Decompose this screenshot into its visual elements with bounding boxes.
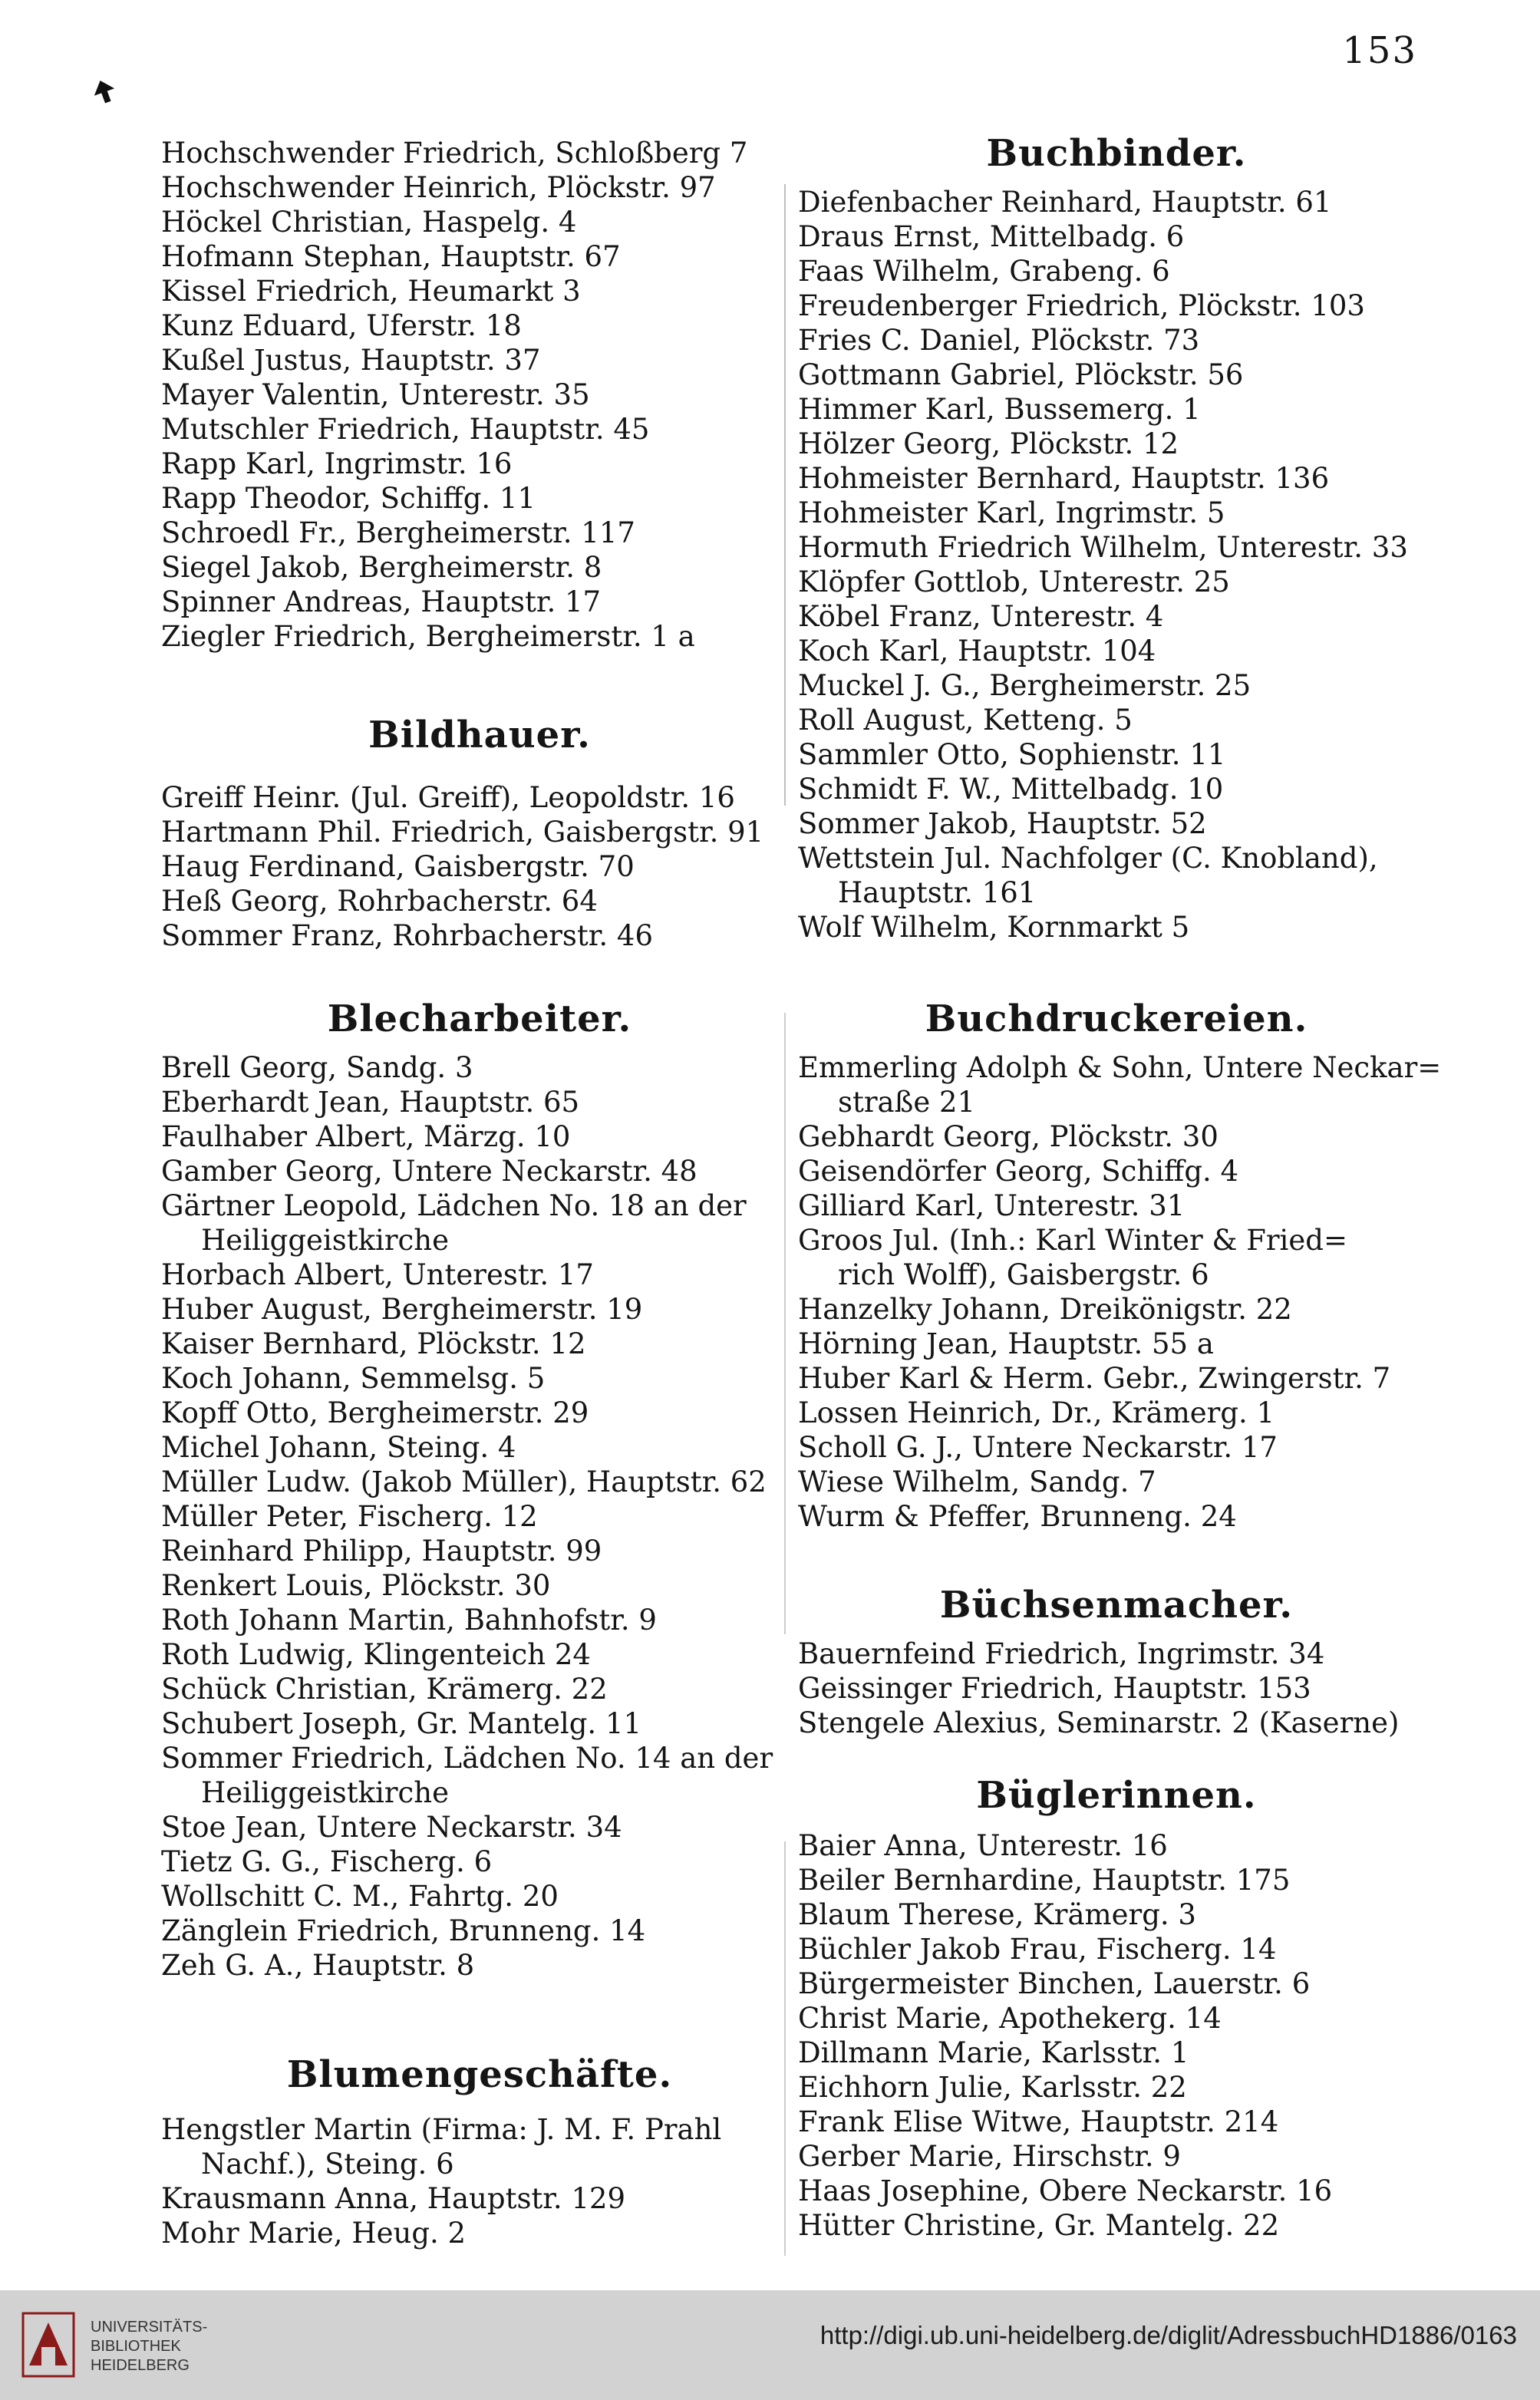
library-name-line: BIBLIOTHEK — [91, 2338, 181, 2355]
list-item: Eberhardt Jean, Hauptstr. 65 — [161, 1086, 580, 1119]
section-heading-blecharbeiter: Blecharbeiter. — [327, 997, 632, 1040]
list-item: Wiese Wilhelm, Sandg. 7 — [798, 1465, 1156, 1498]
list-item: Fries C. Daniel, Plöckstr. 73 — [798, 324, 1200, 357]
list-item: Kußel Justus, Hauptstr. 37 — [161, 344, 541, 377]
list-item: Mutschler Friedrich, Hauptstr. 45 — [161, 413, 650, 446]
list-item: Wettstein Jul. Nachfolger (C. Knobland), — [798, 842, 1378, 875]
list-item: Kaiser Bernhard, Plöckstr. 12 — [161, 1327, 586, 1360]
list-item: Huber August, Bergheimerstr. 19 — [161, 1293, 643, 1326]
list-item: Diefenbacher Reinhard, Hauptstr. 61 — [798, 186, 1332, 219]
list-item: Koch Johann, Semmelsg. 5 — [161, 1362, 546, 1395]
list-item: Tietz G. G., Fischerg. 6 — [161, 1845, 493, 1878]
list-item: Greiff Heinr. (Jul. Greiff), Leopoldstr. 16 — [161, 781, 735, 814]
list-item: Horbach Albert, Unterestr. 17 — [161, 1258, 594, 1291]
list-item: Haug Ferdinand, Gaisbergstr. 70 — [161, 850, 635, 883]
list-item: Gärtner Leopold, Lädchen No. 18 an der — [161, 1189, 747, 1222]
list-item-continuation: Hauptstr. 161 — [838, 876, 1037, 909]
list-item: Hanzelky Johann, Dreikönigstr. 22 — [798, 1293, 1292, 1326]
list-item: Sommer Jakob, Hauptstr. 52 — [798, 807, 1207, 840]
list-item: Faas Wilhelm, Grabeng. 6 — [798, 255, 1170, 288]
list-item: Mayer Valentin, Unterestr. 35 — [161, 378, 590, 411]
list-item: Heß Georg, Rohrbacherstr. 64 — [161, 885, 598, 918]
list-item: Lossen Heinrich, Dr., Krämerg. 1 — [798, 1396, 1275, 1429]
list-item: Scholl G. J., Untere Neckarstr. 17 — [798, 1431, 1278, 1464]
list-item-continuation: rich Wolff), Gaisbergstr. 6 — [838, 1258, 1209, 1291]
list-item-continuation: Heiliggeistkirche — [201, 1224, 450, 1257]
list-item: Renkert Louis, Plöckstr. 30 — [161, 1569, 551, 1602]
list-item: Gilliard Karl, Unterestr. 31 — [798, 1189, 1186, 1222]
list-item: Blaum Therese, Krämerg. 3 — [798, 1898, 1196, 1931]
library-logo-icon — [21, 2312, 75, 2378]
list-item: Zänglein Friedrich, Brunneng. 14 — [161, 1914, 646, 1947]
list-item: Müller Peter, Fischerg. 12 — [161, 1500, 538, 1533]
corner-mark-icon — [89, 77, 120, 107]
library-name — [91, 2318, 207, 2375]
list-item: Bürgermeister Binchen, Lauerstr. 6 — [798, 1967, 1311, 2000]
section-heading-blumengeschaefte: Blumengeschäfte. — [286, 2053, 673, 2096]
list-item: Mohr Marie, Heug. 2 — [161, 2217, 467, 2250]
library-name-line: UNIVERSITÄTS- — [91, 2319, 208, 2336]
list-item: Geisendörfer Georg, Schiffg. 4 — [798, 1155, 1239, 1188]
list-item: Schück Christian, Krämerg. 22 — [161, 1673, 608, 1706]
list-item: Hochschwender Heinrich, Plöckstr. 97 — [161, 171, 716, 204]
list-item: Klöpfer Gottlob, Unterestr. 25 — [798, 565, 1230, 598]
list-item: Koch Karl, Hauptstr. 104 — [798, 635, 1156, 668]
list-item: Kunz Eduard, Uferstr. 18 — [161, 309, 522, 342]
list-item: Wollschitt C. M., Fahrtg. 20 — [161, 1880, 559, 1913]
list-item: Eichhorn Julie, Karlsstr. 22 — [798, 2071, 1187, 2104]
list-item: Geissinger Friedrich, Hauptstr. 153 — [798, 1672, 1311, 1705]
list-item: Hofmann Stephan, Hauptstr. 67 — [161, 240, 621, 273]
list-item: Hörning Jean, Hauptstr. 55 a — [798, 1327, 1214, 1360]
list-item-continuation: straße 21 — [838, 1086, 976, 1119]
list-item: Hengstler Martin (Firma: J. M. F. Prahl — [161, 2113, 722, 2146]
list-item: Roth Johann Martin, Bahnhofstr. 9 — [161, 1604, 657, 1637]
list-item: Wurm & Pfeffer, Brunneng. 24 — [798, 1500, 1237, 1533]
list-item: Beiler Bernhardine, Hauptstr. 175 — [798, 1864, 1291, 1897]
list-item: Hölzer Georg, Plöckstr. 12 — [798, 427, 1179, 460]
list-item: Schubert Joseph, Gr. Mantelg. 11 — [161, 1707, 642, 1740]
list-item: Hochschwender Friedrich, Schloßberg 7 — [161, 137, 748, 170]
footer-bar — [0, 2290, 1540, 2400]
list-item: Krausmann Anna, Hauptstr. 129 — [161, 2182, 626, 2215]
list-item: Höckel Christian, Haspelg. 4 — [161, 206, 577, 239]
list-item: Sommer Franz, Rohrbacherstr. 46 — [161, 919, 654, 952]
list-item: Ziegler Friedrich, Bergheimerstr. 1 a — [161, 620, 695, 653]
list-item: Baier Anna, Unterestr. 16 — [798, 1829, 1168, 1862]
list-item: Köbel Franz, Unterestr. 4 — [798, 600, 1164, 633]
list-item: Roth Ludwig, Klingenteich 24 — [161, 1638, 591, 1671]
list-item: Stengele Alexius, Seminarstr. 2 (Kaserne) — [798, 1706, 1400, 1739]
section-heading-buchbinder: Buchbinder. — [986, 132, 1247, 175]
list-item: Draus Ernst, Mittelbadg. 6 — [798, 220, 1185, 253]
list-item: Michel Johann, Steing. 4 — [161, 1431, 516, 1464]
list-item: Frank Elise Witwe, Hauptstr. 214 — [798, 2105, 1279, 2138]
list-item: Gerber Marie, Hirschstr. 9 — [798, 2140, 1181, 2173]
list-item: Haas Josephine, Obere Neckarstr. 16 — [798, 2174, 1333, 2207]
list-item: Hohmeister Bernhard, Hauptstr. 136 — [798, 462, 1330, 495]
list-item: Hartmann Phil. Friedrich, Gaisbergstr. 91 — [161, 816, 764, 849]
list-item: Muckel J. G., Bergheimerstr. 25 — [798, 669, 1251, 702]
list-item: Reinhard Philipp, Hauptstr. 99 — [161, 1535, 602, 1568]
list-item: Stoe Jean, Untere Neckarstr. 34 — [161, 1811, 622, 1844]
list-item: Zeh G. A., Hauptstr. 8 — [161, 1949, 475, 1982]
list-item: Rapp Theodor, Schiffg. 11 — [161, 482, 536, 515]
section-heading-bueglerinnen: Büglerinnen. — [976, 1774, 1257, 1817]
list-item-continuation: Nachf.), Steing. 6 — [201, 2148, 454, 2181]
list-item: Freudenberger Friedrich, Plöckstr. 103 — [798, 289, 1365, 322]
list-item: Kopff Otto, Bergheimerstr. 29 — [161, 1396, 589, 1429]
list-item: Roll August, Ketteng. 5 — [798, 704, 1133, 737]
list-item: Schmidt F. W., Mittelbadg. 10 — [798, 773, 1224, 806]
list-item: Siegel Jakob, Bergheimerstr. 8 — [161, 551, 602, 584]
source-url-link[interactable]: http://digi.ub.uni-heidelberg.de/diglit/AdressbuchHD1886/0163 — [819, 2321, 1517, 2349]
page-number: 153 — [1342, 29, 1417, 72]
list-item: Gottmann Gabriel, Plöckstr. 56 — [798, 358, 1244, 391]
list-item: Wolf Wilhelm, Kornmarkt 5 — [798, 911, 1190, 944]
section-heading-buchdruckereien: Buchdruckereien. — [925, 997, 1308, 1040]
list-item: Himmer Karl, Bussemerg. 1 — [798, 393, 1201, 426]
list-item: Büchler Jakob Frau, Fischerg. 14 — [798, 1933, 1277, 1966]
list-item: Huber Karl & Herm. Gebr., Zwingerstr. 7 — [798, 1362, 1391, 1395]
list-item: Hormuth Friedrich Wilhelm, Unterestr. 33 — [798, 531, 1408, 564]
library-name-line: HEIDELBERG — [91, 2357, 190, 2374]
section-heading-buechsenmacher: Büchsenmacher. — [939, 1584, 1294, 1627]
list-item: Bauernfeind Friedrich, Ingrimstr. 34 — [798, 1637, 1325, 1670]
list-item: Sommer Friedrich, Lädchen No. 14 an der — [161, 1742, 773, 1775]
list-item: Rapp Karl, Ingrimstr. 16 — [161, 447, 513, 480]
list-item: Brell Georg, Sandg. 3 — [161, 1051, 473, 1084]
list-item: Müller Ludw. (Jakob Müller), Hauptstr. 62 — [161, 1465, 767, 1498]
list-item-continuation: Heiliggeistkirche — [201, 1776, 450, 1809]
list-item: Faulhaber Albert, Märzg. 10 — [161, 1120, 571, 1153]
list-item: Groos Jul. (Inh.: Karl Winter & Fried= — [798, 1224, 1347, 1257]
list-item: Hohmeister Karl, Ingrimstr. 5 — [798, 496, 1225, 529]
list-item: Dillmann Marie, Karlsstr. 1 — [798, 2036, 1189, 2069]
list-item: Hütter Christine, Gr. Mantelg. 22 — [798, 2209, 1280, 2242]
column-divider — [784, 184, 786, 2256]
list-item: Schroedl Fr., Bergheimerstr. 117 — [161, 516, 635, 549]
list-item: Spinner Andreas, Hauptstr. 17 — [161, 585, 602, 618]
list-item: Emmerling Adolph & Sohn, Untere Neckar= — [798, 1051, 1442, 1084]
list-item: Gebhardt Georg, Plöckstr. 30 — [798, 1120, 1218, 1153]
section-heading-bildhauer: Bildhauer. — [368, 714, 591, 757]
list-item: Sammler Otto, Sophienstr. 11 — [798, 738, 1226, 771]
list-item: Gamber Georg, Untere Neckarstr. 48 — [161, 1155, 697, 1188]
list-item: Kissel Friedrich, Heumarkt 3 — [161, 275, 581, 308]
list-item: Christ Marie, Apothekerg. 14 — [798, 2002, 1222, 2035]
